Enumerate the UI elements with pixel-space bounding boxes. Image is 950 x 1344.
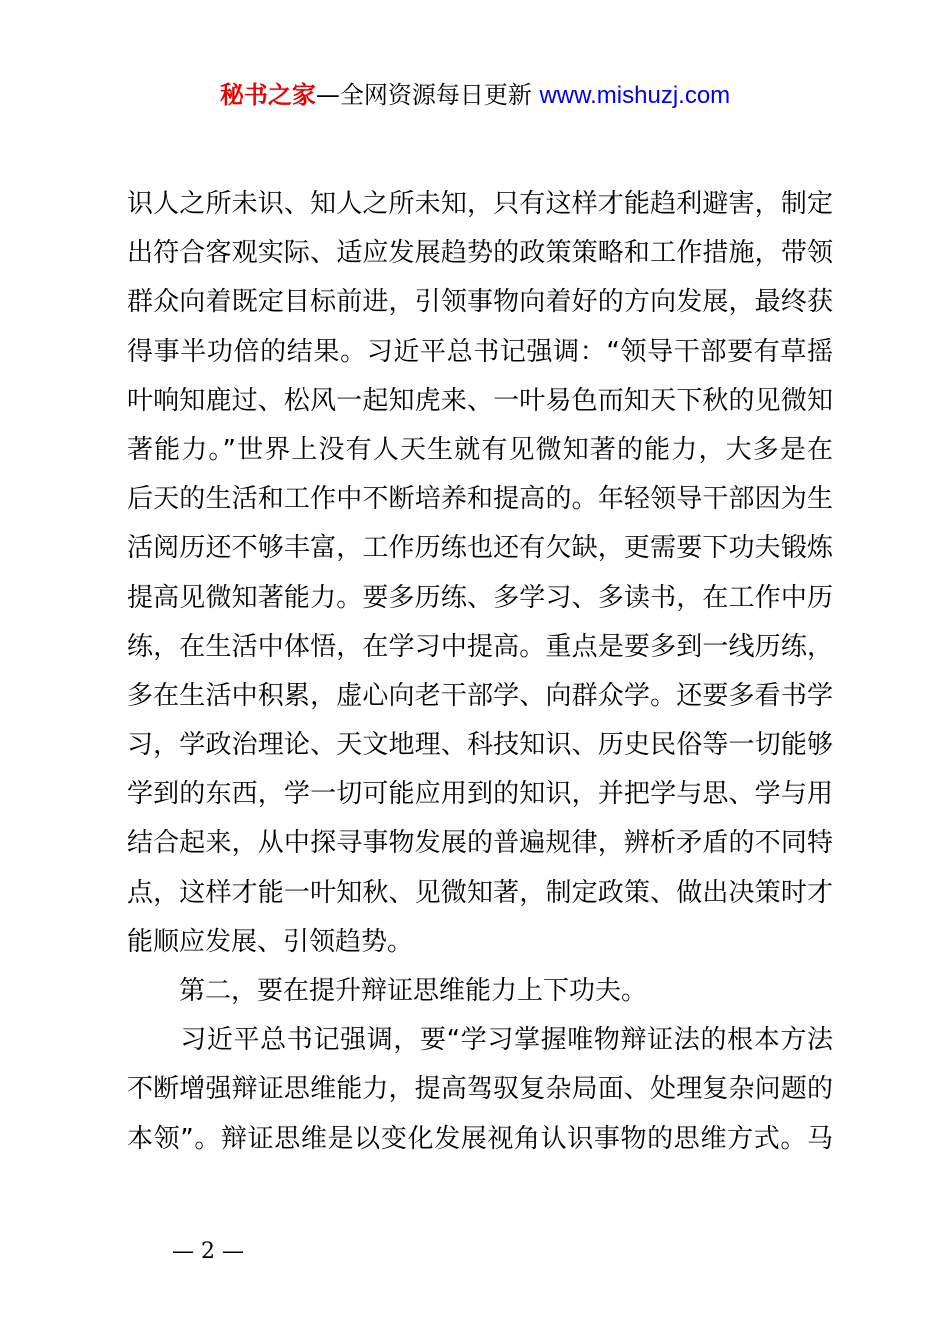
- text-line: 群众向着既定目标前进，引领事物向着好的方向发展，最终获: [127, 287, 833, 318]
- text-line: 著能力。”世界上没有人天生就有见微知著的能力，大多是在: [127, 434, 833, 465]
- page-number: — 2 —: [172, 1239, 244, 1264]
- text-line: 后天的生活和工作中不断培养和提高的。年轻领导干部因为生: [127, 484, 833, 515]
- text-line: 学到的东西，学一切可能应用到的知识，并把学与思、学与用: [127, 779, 833, 810]
- header-tagline: —全网资源每日更新: [315, 81, 532, 109]
- text-line: 不断增强辩证思维能力，提高驾驭复杂局面、处理复杂问题的: [127, 1074, 833, 1105]
- brand-name: 秘书之家: [219, 81, 316, 109]
- text-line: 结合起来，从中探寻事物发展的普遍规律，辨析矛盾的不同特: [127, 828, 833, 859]
- text-line: 多在生活中积累，虚心向老干部学、向群众学。还要多看书学: [127, 680, 833, 711]
- text-line: 练，在生活中体悟，在学习中提高。重点是要多到一线历练，: [127, 631, 833, 662]
- section-heading: 第二，要在提升辩证思维能力上下功夫。: [127, 976, 648, 1006]
- text-line: 习，学政治理论、天文地理、科技知识、历史民俗等一切能够: [127, 730, 833, 761]
- paragraph-end-line: 能顺应发展、引领趋势。: [127, 926, 414, 957]
- page-header: [0, 78, 950, 113]
- text-line: 提高见微知著能力。要多历练、多学习、多读书，在工作中历: [127, 582, 833, 613]
- text-line: 识人之所未识、知人之所未知，只有这样才能趋利避害，制定: [127, 189, 833, 219]
- document-body: [127, 180, 833, 1164]
- website-link[interactable]: www.mishuzj.com: [539, 82, 731, 109]
- text-line: 活阅历还不够丰富，工作历练也还有欠缺，更需要下功夫锻炼: [127, 533, 833, 564]
- text-line: 出符合客观实际、适应发展趋势的政策策略和工作措施，带领: [127, 238, 833, 269]
- text-line: 习近平总书记强调，要“学习掌握唯物辩证法的根本方法: [127, 1025, 833, 1056]
- text-line: 点，这样才能一叶知秋、见微知著，制定政策、做出决策时才: [127, 877, 833, 908]
- text-line: 叶响知鹿过、松风一起知虎来、一叶易色而知天下秋的见微知: [127, 385, 833, 416]
- text-line: 本领”。辩证思维是以变化发展视角认识事物的思维方式。马: [127, 1123, 833, 1154]
- text-line: 得事半功倍的结果。习近平总书记强调：“领导干部要有草摇: [127, 336, 833, 367]
